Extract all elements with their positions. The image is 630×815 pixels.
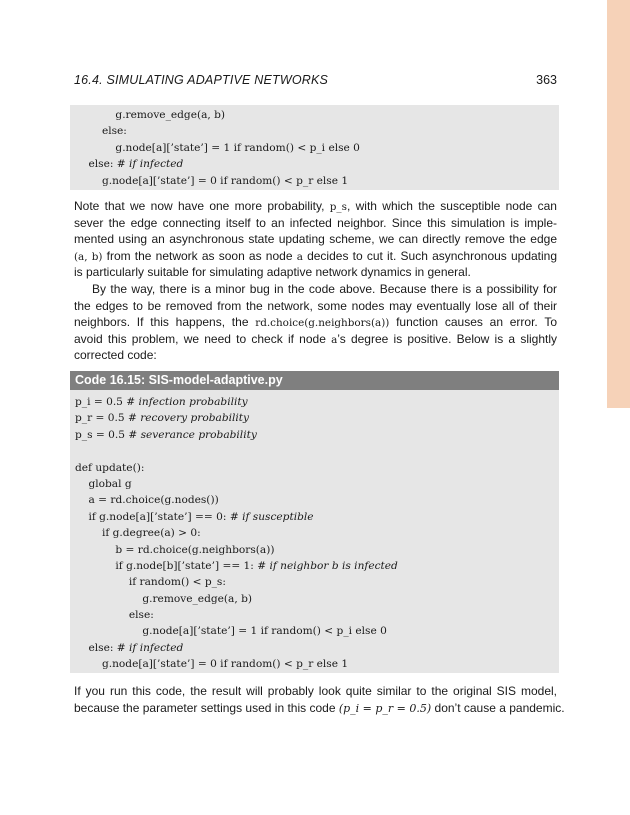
inline-code: p_s xyxy=(329,201,347,213)
code-line: g.remove_edge(a, b) xyxy=(75,592,253,605)
code-comment: # if infected xyxy=(116,158,184,171)
paragraph-line: is particularly suitable for simulating adaptive network dynamics in general. xyxy=(74,265,471,279)
code-line: g.node[a][’state’] = 0 if random() < p_r else 1 xyxy=(75,658,349,671)
paragraph-line: (a, b) from the network as soon as node a decides to cut it. Such asynchronous updating xyxy=(74,248,558,263)
page-number: 363 xyxy=(536,73,557,87)
code-line xyxy=(75,443,559,459)
code-fragment xyxy=(70,105,559,190)
code-comment: # infection probability xyxy=(126,396,248,408)
running-header xyxy=(74,73,557,89)
paragraph-line: neighbors. If this happens, the rd.choice(g.neighbors(a)) function causes an error. To xyxy=(74,315,557,329)
code-line: if g.degree(a) > 0: xyxy=(75,527,201,540)
chapter-thumb-tab xyxy=(607,0,630,408)
paragraph-line: Note that we now have one more probability, p_s, with which the susceptible node can xyxy=(74,199,557,213)
code-line: g.remove_edge(a, b) xyxy=(75,109,226,121)
paragraph-line: mented using an asynchronous state updating scheme, we can directly remove the edge xyxy=(74,232,557,246)
code-line: if g.node[a][’state’] == 0: # if susceptible xyxy=(75,510,314,523)
inline-code: rd.choice(g.neighbors(a)) xyxy=(255,317,390,329)
code-comment: # if susceptible xyxy=(229,510,314,523)
code-line: p_r = 0.5 # recovery probability xyxy=(75,412,250,425)
paragraph-line: because the parameter settings used in this code (p_i = p_r = 0.5) don’t cause a pandemic. xyxy=(74,700,565,715)
inline-code: a xyxy=(296,250,303,263)
code-comment: # if infected xyxy=(116,641,184,654)
code-line: g.node[a][’state’] = 1 if random() < p_i else 0 xyxy=(75,625,387,638)
code-line: else: # if infected xyxy=(75,641,184,654)
inline-math: (p_i = p_r = 0.5) xyxy=(338,701,432,715)
code-line: else: # if infected xyxy=(75,158,184,171)
inline-code: a xyxy=(331,333,338,346)
section-title: 16.4. SIMULATING ADAPTIVE NETWORKS xyxy=(74,73,329,87)
code-line: if g.node[b][’state’] == 1: # if neighbor b is infected xyxy=(75,559,398,572)
code-listing xyxy=(70,371,559,673)
code-line: g.node[a][’state’] = 0 if random() < p_r else 1 xyxy=(75,174,349,187)
paragraph-line: By the way, there is a minor bug in the code above. Because there is a possibility for xyxy=(92,282,557,296)
code-line: def update(): xyxy=(75,461,145,474)
code-line: p_i = 0.5 # infection probability xyxy=(75,396,248,408)
code-line: global g xyxy=(75,477,132,490)
code-fragment-lines xyxy=(70,105,559,189)
paragraph-line: avoid this problem, we need to check if node a’s degree is positive. Below is a slightly xyxy=(74,331,557,346)
paragraph-line: If you run this code, the result will probably look quite similar to the original SIS model, xyxy=(74,684,557,698)
code-line: else: xyxy=(75,125,127,138)
code-line: if random() < p_s: xyxy=(75,576,226,589)
code-comment: # if neighbor b is infected xyxy=(257,559,398,572)
code-line: g.node[a][’state’] = 1 if random() < p_i else 0 xyxy=(75,141,360,154)
code-line: p_s = 0.5 # severance probability xyxy=(75,428,257,441)
code-listing-title: Code 16.15: SIS-model-adaptive.py xyxy=(70,371,559,390)
paragraph-2 xyxy=(74,281,557,364)
code-line: a = rd.choice(g.nodes()) xyxy=(75,494,219,507)
code-comment: # recovery probability xyxy=(127,412,250,425)
paragraph-line: sever the edge connecting itself to an infected neighbor. Since this simulation is imple- xyxy=(74,215,557,230)
paragraph-1 xyxy=(74,198,557,281)
inline-code: (a, b) xyxy=(74,250,103,263)
code-listing-lines xyxy=(70,390,559,673)
code-line: else: xyxy=(75,609,154,622)
code-line: b = rd.choice(g.neighbors(a)) xyxy=(75,543,275,556)
code-comment: # severance probability xyxy=(128,428,257,441)
paragraph-3 xyxy=(74,683,565,716)
paragraph-line: the edges to be removed from the network, some nodes may eventually lose all of their xyxy=(74,298,557,313)
paragraph-line: corrected code: xyxy=(74,348,157,362)
